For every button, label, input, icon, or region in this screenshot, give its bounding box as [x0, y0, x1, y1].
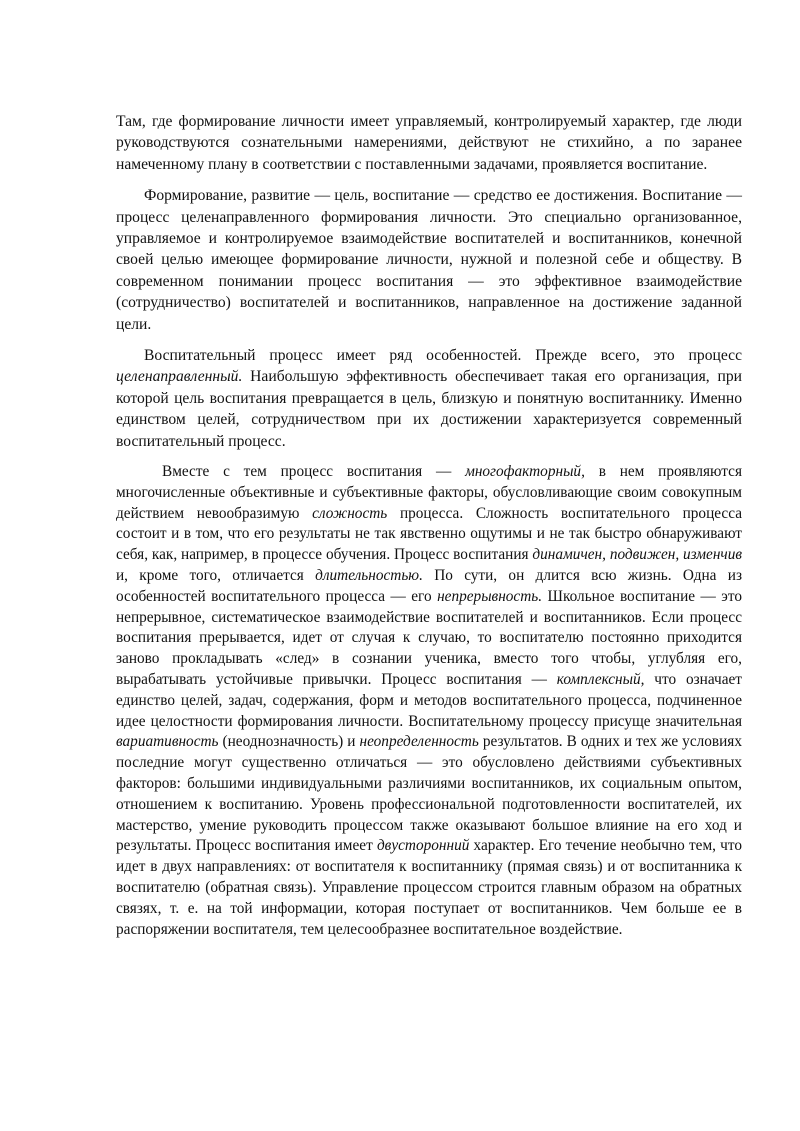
- paragraph-1: [116, 111, 742, 175]
- italic-text-segment: многофакторный,: [465, 463, 585, 481]
- italic-text-segment: сложность: [312, 504, 388, 522]
- text-segment: Школьное воспитание — это непрерывное, систематическое взаимодействие воспитателей и воспитанников. Если процесс воспитания прерывается, идет от случая к случаю, то воспитателю постоянно приходится заново прокладывать «след» в сознании ученика, вместо того чтобы, углубляя его, вырабатывать устойчивые привычки. Процесс воспитания —: [116, 587, 742, 689]
- text-segment: что означает единство целей, задач, содержания, форм и методов воспитательного процесса, подчиненное идее целостности формирования личности. Воспитательному процессу присуще значительная: [116, 671, 742, 730]
- text-segment: результатов. В одних и тех же условиях последние могут существенно отличаться — это обусловлено действиями субъективных факторов: большими индивидуальными различиями воспитанников, их социальным опытом, отношением к воспитанию. Уровень профессиональной подготовленности воспитателей, их мастерство, умение руководить процессом также оказывают большое влияние на его ход и результаты. Процесс воспитания имеет: [116, 733, 742, 855]
- text-segment: По сути, он длится всю жизнь. Одна из особенностей воспитательного процесса — его: [116, 567, 742, 605]
- italic-text-segment: длительностью.: [315, 567, 423, 585]
- italic-text-segment: вариативность: [116, 733, 219, 751]
- text-segment: Там, где формирование личности имеет управляемый, контролируемый характер, где люди руководствуются сознательными намерениями, действуют не стихийно, а по заранее намеченному плану в соответствии с поставленными задачами, проявляется воспитание.: [116, 113, 742, 173]
- text-segment: Воспитательный процесс имеет ряд особенностей. Прежде всего, это процесс: [144, 347, 742, 365]
- paragraph-4: [116, 462, 742, 940]
- italic-text-segment: целенаправленный.: [116, 368, 243, 386]
- text-segment: и, кроме того, отличается: [116, 567, 316, 585]
- paragraph-3: [116, 345, 742, 452]
- italic-text-segment: непрерывность.: [437, 587, 543, 605]
- text-segment: процесса. Сложность воспитательного процесса состоит и в том, что его результаты не так явственно ощутимы и не так быстро обнаруживают себя, как, например, в процессе обучения. Процесс воспитания: [116, 504, 742, 564]
- text-segment: Вместе с тем процесс воспитания —: [162, 463, 466, 481]
- italic-text-segment: динамичен, подвижен, изменчив: [532, 546, 742, 564]
- document-page: [116, 111, 742, 940]
- text-segment: (неоднозначность) и: [218, 733, 360, 751]
- text-segment: Наибольшую эффективность обеспечивает такая его организация, при которой цель воспитания превращается в цель, близкую и понятную воспитаннику. Именно единством целей, сотрудничеством при их достижении характеризуется современный воспитательный процесс.: [116, 368, 742, 450]
- italic-text-segment: комплексный,: [556, 671, 645, 689]
- italic-text-segment: двусторонний: [376, 837, 470, 855]
- text-segment: характер. Его течение необычно тем, что идет в двух направлениях: от воспитателя к воспитаннику (прямая связь) и от воспитанника к воспитателю (обратная связь). Управление процессом строится главным образом на обратных связях, т. е. на той информации, которая поступает от воспитанников. Чем больше ее в распоряжении воспитателя, тем целесообразнее воспитательное воздействие.: [116, 837, 742, 938]
- text-segment: Формирование, развитие — цель, воспитание — средство ее достижения. Воспитание — процесс целенаправленного формирования личности. Это специально организованное, управляемое и контролируемое взаимодействие воспитателей и воспитанников, конечной своей целью имеющее формирование личности, нужной и полезной себе и обществу. В современном понимании процесс воспитания — это эффективное взаимодействие (сотрудничество) воспитателей и воспитанников, направленное на достижение заданной цели.: [116, 187, 742, 333]
- paragraph-2: [116, 185, 742, 335]
- text-segment: в нем проявляются многочисленные объективные и субъективные факторы, обусловливающие своим совокупным действием невообразимую: [116, 463, 742, 522]
- italic-text-segment: неопределенность: [359, 733, 479, 751]
